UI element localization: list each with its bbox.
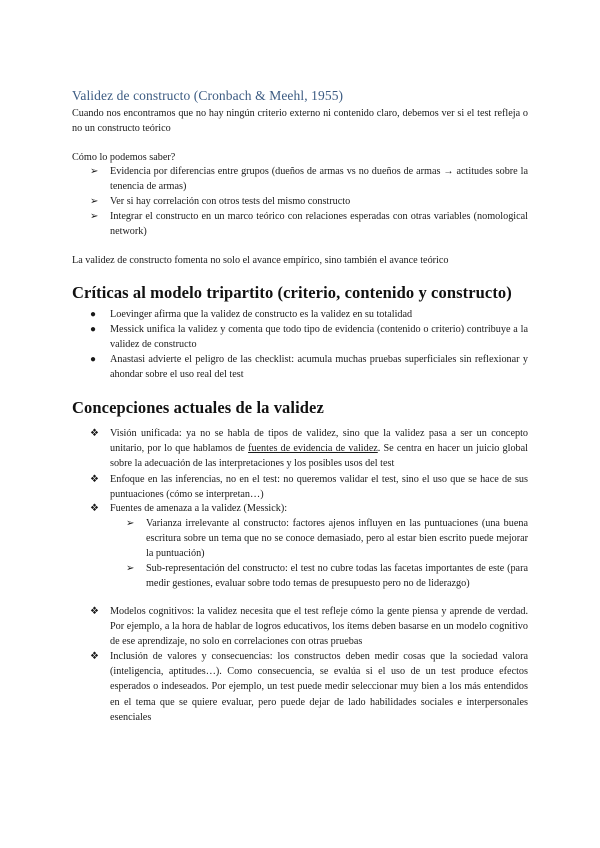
diamond-bullet-icon: ❖ xyxy=(90,474,99,485)
bullet-dot-icon: ● xyxy=(90,309,97,320)
list-item: ● Loevinger afirma que la validez de constructo es la validez en su totalidad xyxy=(90,307,528,322)
list-item: ❖ Inclusión de valores y consecuencias: los constructos deben medir cosas que la sociedad valora (inteligencia, aptitudes…). Como consecuencia, se evalúa si el uso de un test produce efectos esperados o indeseados. Por ejemplo, un test puede medir seleccionar muy bien a los más entendidos en el tema que se quiere evaluar, pero puede dejar de lado habilidades sociales e interpersonales esenciales xyxy=(90,649,528,725)
section-1-question: Cómo lo podemos saber? xyxy=(72,152,176,163)
list-item: ➢ Ver si hay correlación con otros tests del mismo constructo xyxy=(90,194,528,209)
list-item: ➢ Evidencia por diferencias entre grupos (dueños de armas vs no dueños de armas → actitudes sobre la tenencia de armas) xyxy=(90,164,528,194)
arrow-bullet-icon: ➢ xyxy=(126,563,135,574)
arrow-bullet-icon: ➢ xyxy=(126,518,135,529)
arrow-bullet-icon: ➢ xyxy=(90,196,99,207)
section-2-title: Críticas al modelo tripartito (criterio, contenido y constructo) xyxy=(72,283,512,302)
arrow-bullet-icon: ➢ xyxy=(90,211,99,222)
list-item: ❖ Enfoque en las inferencias, no en el test: no queremos validar el test, sino el uso que se hace de sus puntuaciones (cómo se interpretan…) xyxy=(90,472,528,502)
bullet-dot-icon: ● xyxy=(90,324,97,335)
section-1-intro: Cuando nos encontramos que no hay ningún criterio externo ni contenido claro, debemos ver si el test refleja o no un constructo teórico xyxy=(72,108,528,135)
list-item: ● Messick unifica la validez y comenta que todo tipo de evidencia (contenido o criterio) contribuye a la validez de constructo xyxy=(90,322,528,352)
diamond-bullet-icon: ❖ xyxy=(90,606,99,617)
arrow-bullet-icon: ➢ xyxy=(90,166,99,177)
list-item: ❖ Fuentes de amenaza a la validez (Messick): xyxy=(90,501,528,516)
underlined-term: fuentes de evidencia de validez xyxy=(248,443,378,455)
bullet-dot-icon: ● xyxy=(90,354,97,365)
section-1-title: Validez de constructo (Cronbach & Meehl, 1955) xyxy=(72,88,344,103)
diamond-bullet-icon: ❖ xyxy=(90,428,99,439)
sub-list-item: ➢ Sub-representación del constructo: el test no cubre todas las facetas importantes de este (para medir gestiones, evaluar sobre todo temas de presupuesto pero no de liderazgo) xyxy=(126,561,528,591)
diamond-bullet-icon: ❖ xyxy=(90,503,99,514)
list-item: ➢ Integrar el constructo en un marco teórico con relaciones esperadas con otras variables (nomological network) xyxy=(90,209,528,239)
list-item: ● Anastasi advierte el peligro de las checklist: acumula muchas pruebas superficiales sin reflexionar y ahondar sobre el uso real del test xyxy=(90,352,528,382)
section-3-title: Concepciones actuales de la validez xyxy=(72,398,324,417)
sub-list-item: ➢ Varianza irrelevante al constructo: factores ajenos influyen en las puntuaciones (una buena escritura sobre un tema que no se conoce demasiado, pero al estar bien escrito puede mejorar la puntuación) xyxy=(126,516,528,562)
list-item: ❖ Modelos cognitivos: la validez necesita que el test refleje cómo la gente piensa y aprende de verdad. Por ejemplo, a la hora de hablar de logros educativos, los ítems deben basarse en un modelo cognitivo de ese aprendizaje, no solo en correlaciones con otras pruebas xyxy=(90,604,528,650)
diamond-bullet-icon: ❖ xyxy=(90,651,99,662)
list-item: ❖ Visión unificada: ya no se habla de tipos de validez, sino que la validez pasa a ser un concepto unitario, por lo que hablamos de fuentes de evidencia de validez. Se centra en hacer un juicio global sobre la adecuación de las interpretaciones y los posibles usos del test xyxy=(90,426,528,472)
section-1-closing: La validez de constructo fomenta no solo el avance empírico, sino también el avance teórico xyxy=(72,255,449,266)
